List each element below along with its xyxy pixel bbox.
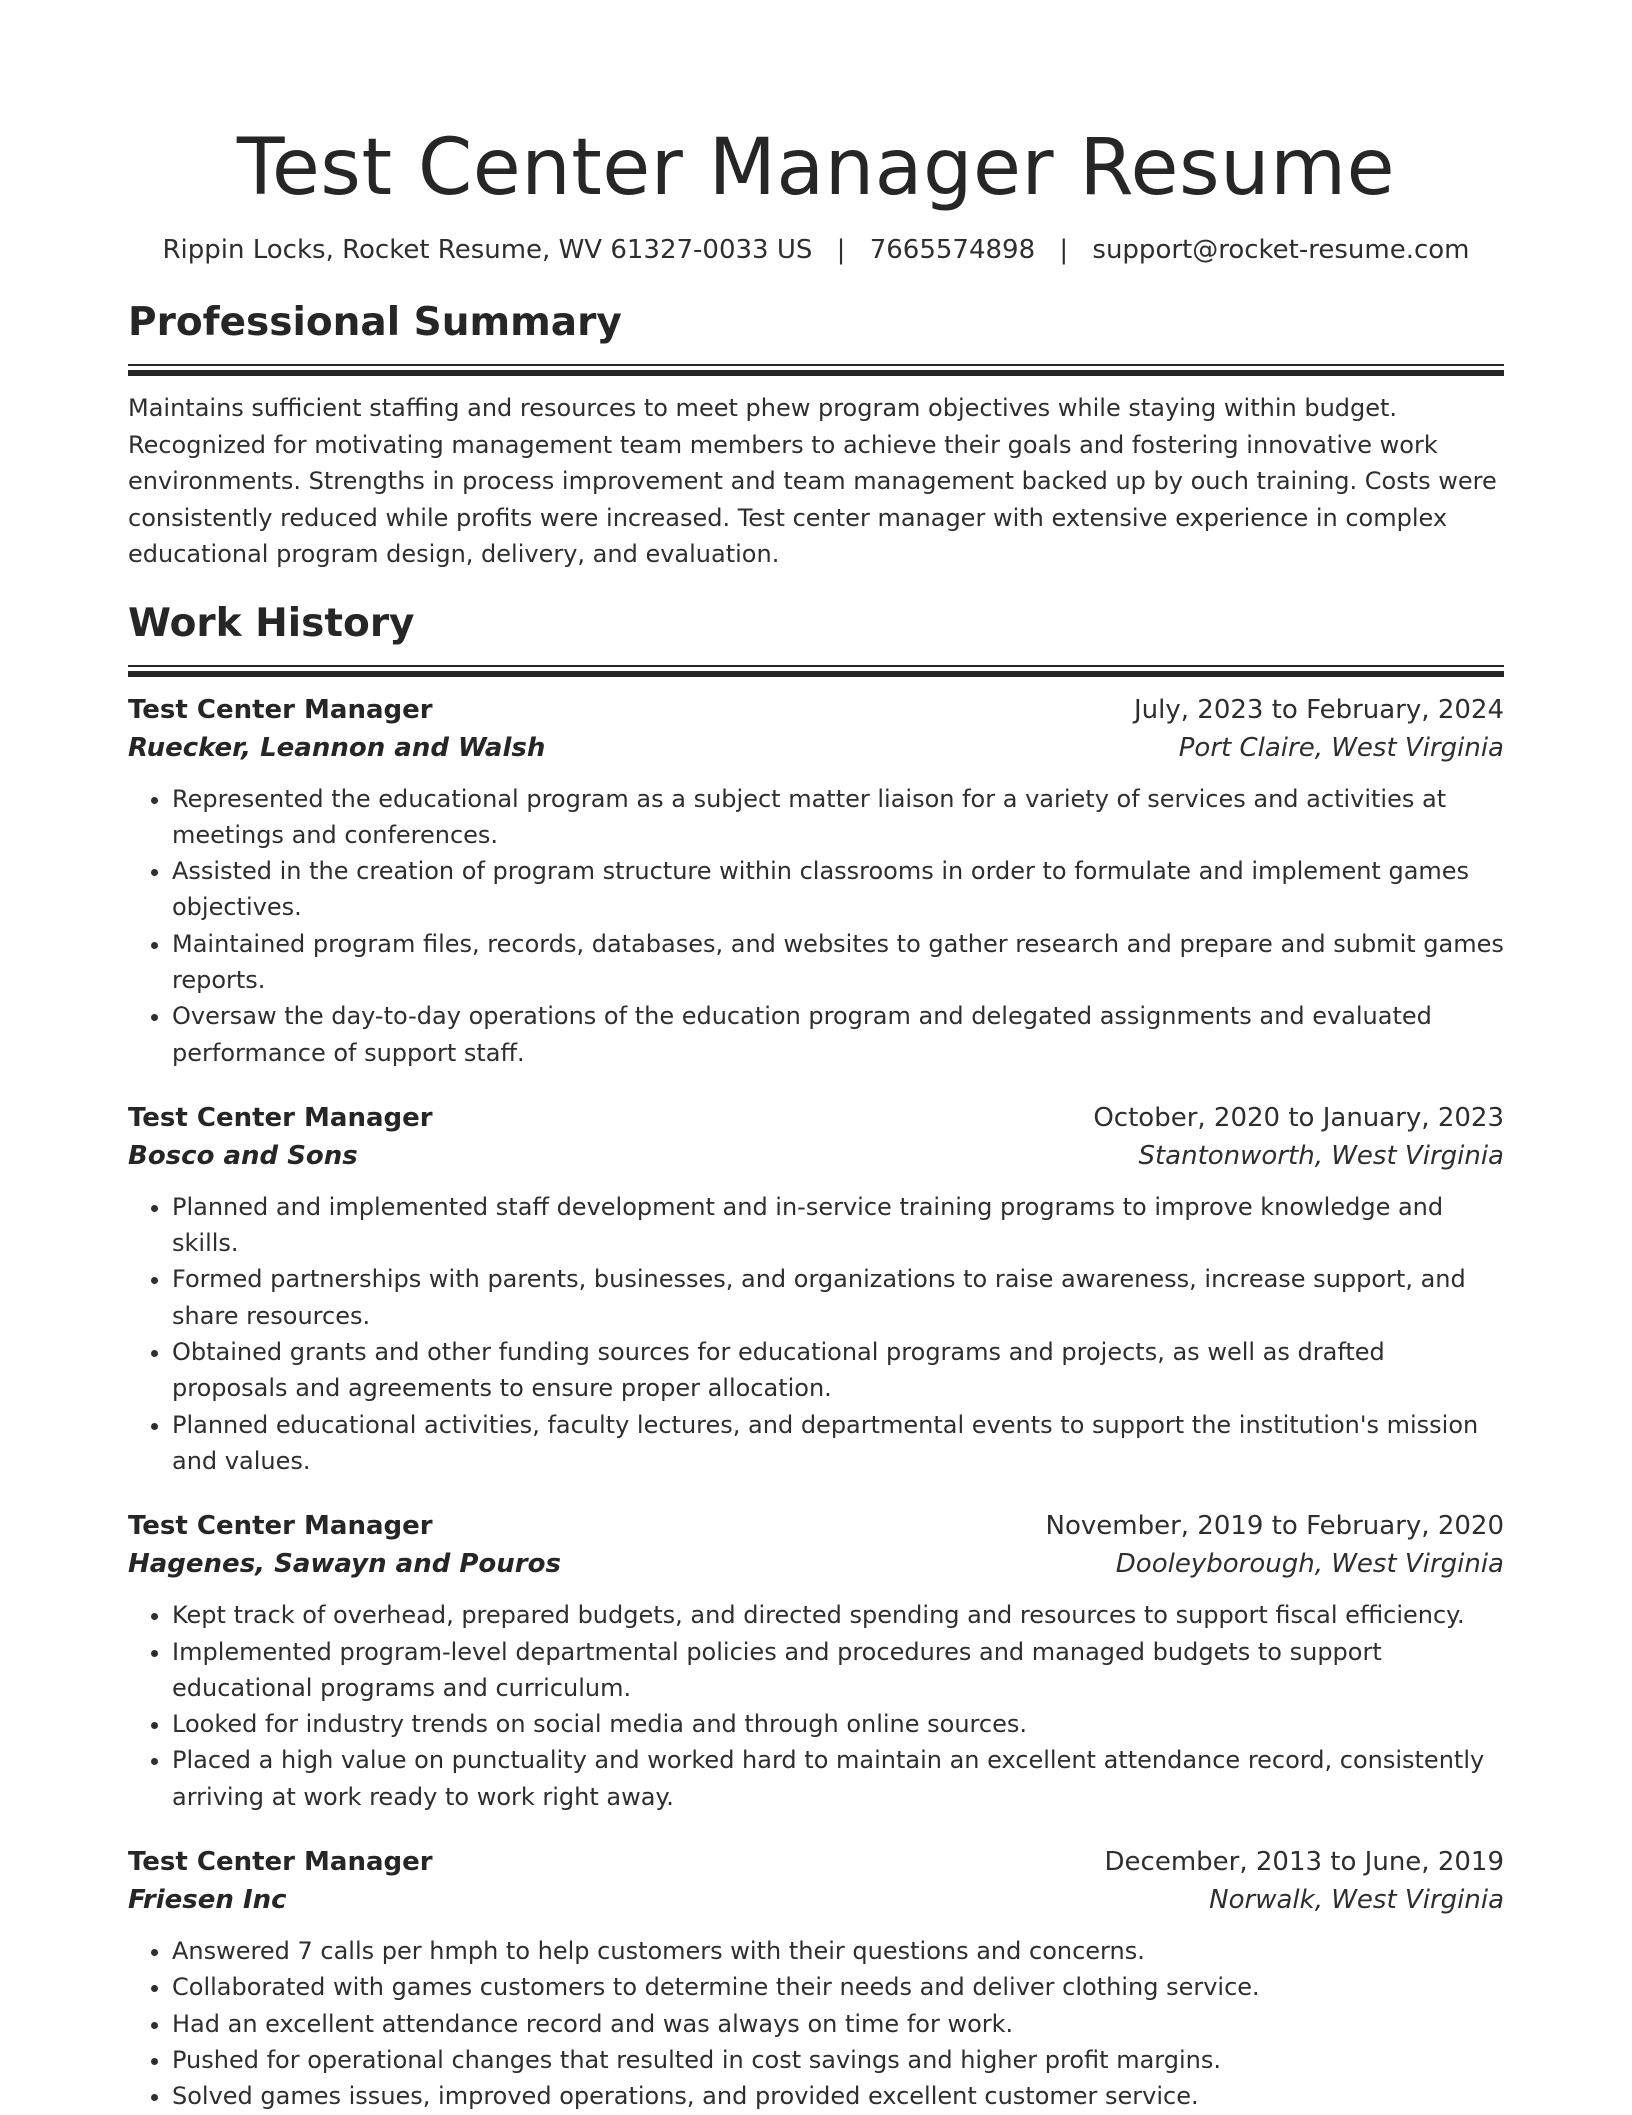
job-location: Dooleyborough, West Virginia [1115,1549,1504,1580]
job-bullets [128,1597,1504,1815]
contact-email: support@rocket-resume.com [1092,235,1470,265]
job-bullet: • Implemented program-level departmental policies and procedures and managed budgets to support educational programs and curriculum. [172,1634,1504,1707]
job-dates: July, 2023 to February, 2024 [1134,694,1504,725]
job-location: Stantonworth, West Virginia [1138,1140,1504,1171]
job-title: Test Center Manager [128,1102,433,1133]
job-bullet: • Planned and implemented staff development and in-service training programs to improve knowledge and skills. [172,1189,1504,1262]
job-bullet: • Represented the educational program as a subject matter liaison for a variety of services and activities at meetings and conferences. [172,781,1504,854]
job-bullets [128,781,1504,1071]
job-bullet: • Looked for industry trends on social media and through online sources. [172,1706,1504,1742]
job-entry [128,1843,1504,2114]
job-bullet: • Answered 7 calls per hmph to help customers with their questions and concerns. [172,1933,1504,1969]
contact-separator: | [1059,235,1069,265]
job-bullet: • Assisted in the creation of program structure within classrooms in order to formulate and implement games objectives. [172,853,1504,926]
job-entry [128,1507,1504,1815]
job-header-row [128,1843,1504,1881]
job-company-row [128,729,1504,767]
summary-section [128,298,1504,573]
job-bullet: • Solved games issues, improved operations, and provided excellent customer service. [172,2078,1504,2114]
job-location: Norwalk, West Virginia [1209,1885,1504,1916]
contact-line [128,232,1504,268]
job-bullet: • Collaborated with games customers to determine their needs and deliver clothing service. [172,1969,1504,2005]
job-entry [128,1099,1504,1479]
contact-address: Rippin Locks, Rocket Resume, WV 61327-0033 US [162,235,813,265]
resume-page [128,0,1504,2115]
job-bullet: • Planned educational activities, faculty lectures, and departmental events to support the institution's mission and values. [172,1407,1504,1480]
job-title: Test Center Manager [128,694,433,725]
contact-phone: 7665574898 [869,235,1036,265]
job-dates: December, 2013 to June, 2019 [1104,1847,1504,1878]
job-header-row [128,1099,1504,1137]
job-bullet: • Placed a high value on punctuality and worked hard to maintain an excellent attendance record, consistently arriving at work ready to work right away. [172,1742,1504,1815]
job-title: Test Center Manager [128,1511,433,1542]
job-bullets [128,1189,1504,1479]
summary-heading: Professional Summary [128,300,622,345]
section-divider [128,364,1504,376]
work-history-heading: Work History [128,600,415,646]
job-bullet: • Formed partnerships with parents, businesses, and organizations to raise awareness, increase support, and share resources. [172,1261,1504,1334]
job-dates: October, 2020 to January, 2023 [1093,1102,1504,1133]
job-company: Ruecker, Leannon and Walsh [128,732,546,763]
section-divider [128,665,1504,677]
job-bullet: • Kept track of overhead, prepared budgets, and directed spending and resources to support fiscal efficiency. [172,1597,1504,1633]
job-company: Friesen Inc [128,1885,287,1916]
contact-separator: | [836,235,846,265]
job-bullet: • Maintained program files, records, databases, and websites to gather research and prepare and submit games reports. [172,926,1504,999]
job-bullet: • Obtained grants and other funding sources for educational programs and projects, as well as drafted proposals and agreements to ensure proper allocation. [172,1334,1504,1407]
job-entry [128,691,1504,1071]
job-title: Test Center Manager [128,1847,433,1878]
job-header-row [128,1507,1504,1545]
job-bullet: • Had an excellent attendance record and was always on time for work. [172,2006,1504,2042]
job-bullets [128,1933,1504,2114]
job-bullet: • Oversaw the day-to-day operations of the education program and delegated assignments and evaluated performance of support staff. [172,998,1504,1071]
job-header-row [128,691,1504,729]
work-history-section [128,599,1504,2115]
job-company-row [128,1881,1504,1919]
job-location: Port Claire, West Virginia [1178,732,1504,763]
job-company: Bosco and Sons [128,1140,358,1171]
job-dates: November, 2019 to February, 2020 [1045,1511,1504,1542]
job-company-row [128,1545,1504,1583]
summary-text: Maintains sufficient staffing and resources to meet phew program objectives while staying within budget. Recognized for motivating management team members to achieve their goals and fostering innovative work environments. Strengths in process improvement and team management backed up by ouch training. Costs were consistently reduced while profits were increased. Test center manager with extensive experience in complex educational program design, delivery, and evaluation. [128,394,1497,568]
job-company: Hagenes, Sawayn and Pouros [128,1549,561,1580]
job-company-row [128,1137,1504,1175]
resume-title: Test Center Manager Resume [236,123,1396,213]
job-bullet: • Pushed for operational changes that resulted in cost savings and higher profit margins. [172,2042,1504,2078]
